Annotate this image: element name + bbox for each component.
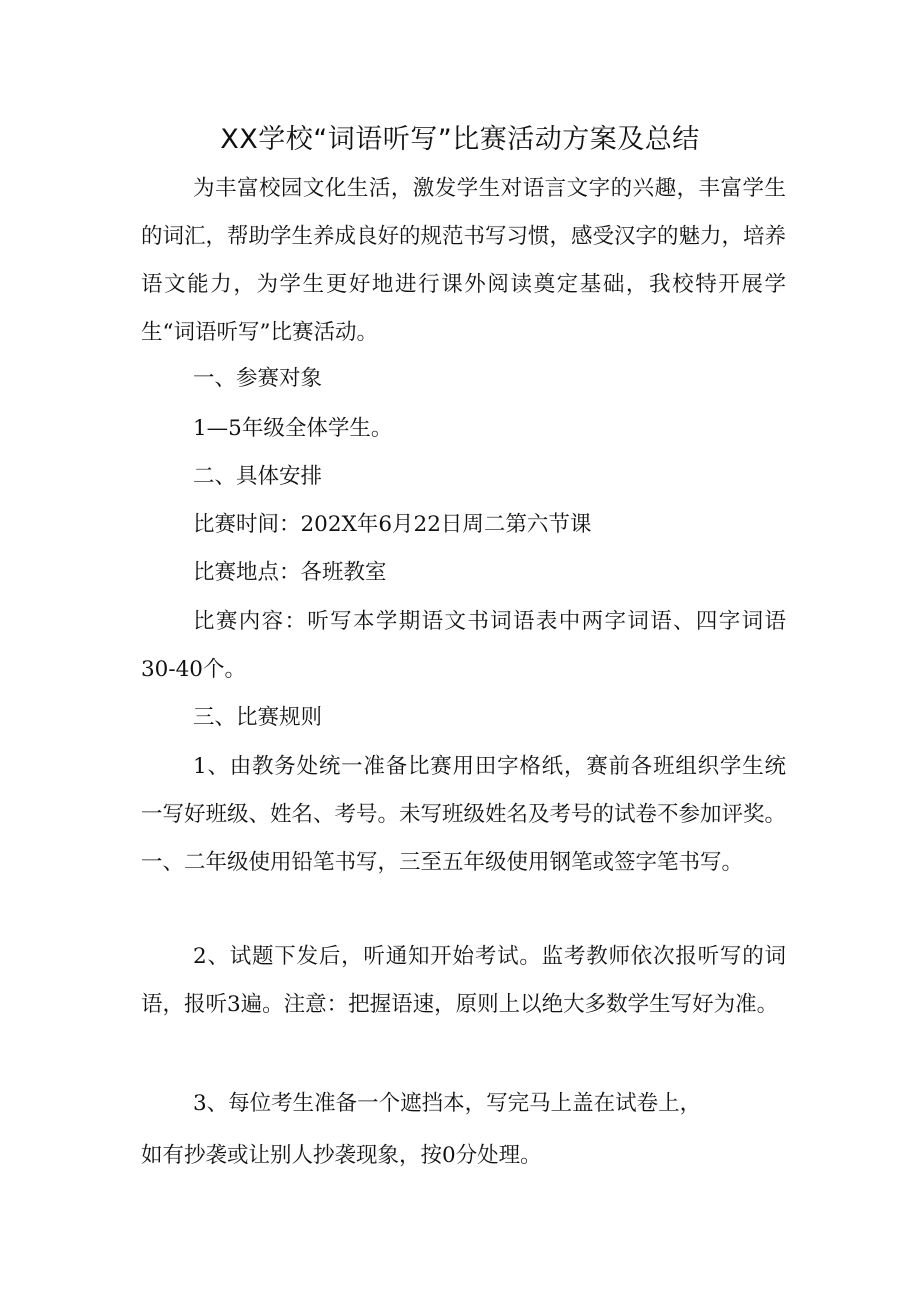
participants-text: 1—5年级全体学生。 xyxy=(193,416,393,441)
contest-place: 比赛地点：各班教室 xyxy=(193,560,387,585)
rule-3-line-1: 3、每位考生准备一个遮挡本，写完马上盖在试卷上， xyxy=(193,1091,702,1116)
contest-time: 比赛时间：202X年6月22日周二第六节课 xyxy=(193,512,592,537)
contest-content: 比赛内容：听写本学期语文书词语表中两字词语、四字词语30-40个。 xyxy=(141,609,786,682)
rule-1: 1、由教务处统一准备比赛用田字格纸，赛前各班组织学生统一写好班级、姓名、考号。未写班级姓名及考号的试卷不参加评奖。一、二年级使用铅笔书写，三至五年级使用钢笔或签字笔书写。 xyxy=(141,754,787,875)
section-heading-rules: 三、比赛规则 xyxy=(193,705,323,730)
section-heading-arrangement: 二、具体安排 xyxy=(193,464,323,489)
section-heading-participants: 一、参赛对象 xyxy=(193,366,323,391)
document-title: XX学校“词语听写”比赛活动方案及总结 xyxy=(220,124,700,155)
intro-paragraph: 为丰富校园文化生活，激发学生对语言文字的兴趣，丰富学生的词汇，帮助学生养成良好的规范书写习惯，感受汉字的魅力，培养语文能力，为学生更好地进行课外阅读奠定基础，我校特开展学生“词语听写”比赛活动。 xyxy=(141,176,787,345)
rule-2: 2、试题下发后，听通知开始考试。监考教师依次报听写的词语，报听3遍。注意：把握语速，原则上以绝大多数学生写好为准。 xyxy=(141,944,786,1017)
rule-3-line-2: 如有抄袭或让别人抄袭现象，按0分处理。 xyxy=(141,1143,542,1168)
